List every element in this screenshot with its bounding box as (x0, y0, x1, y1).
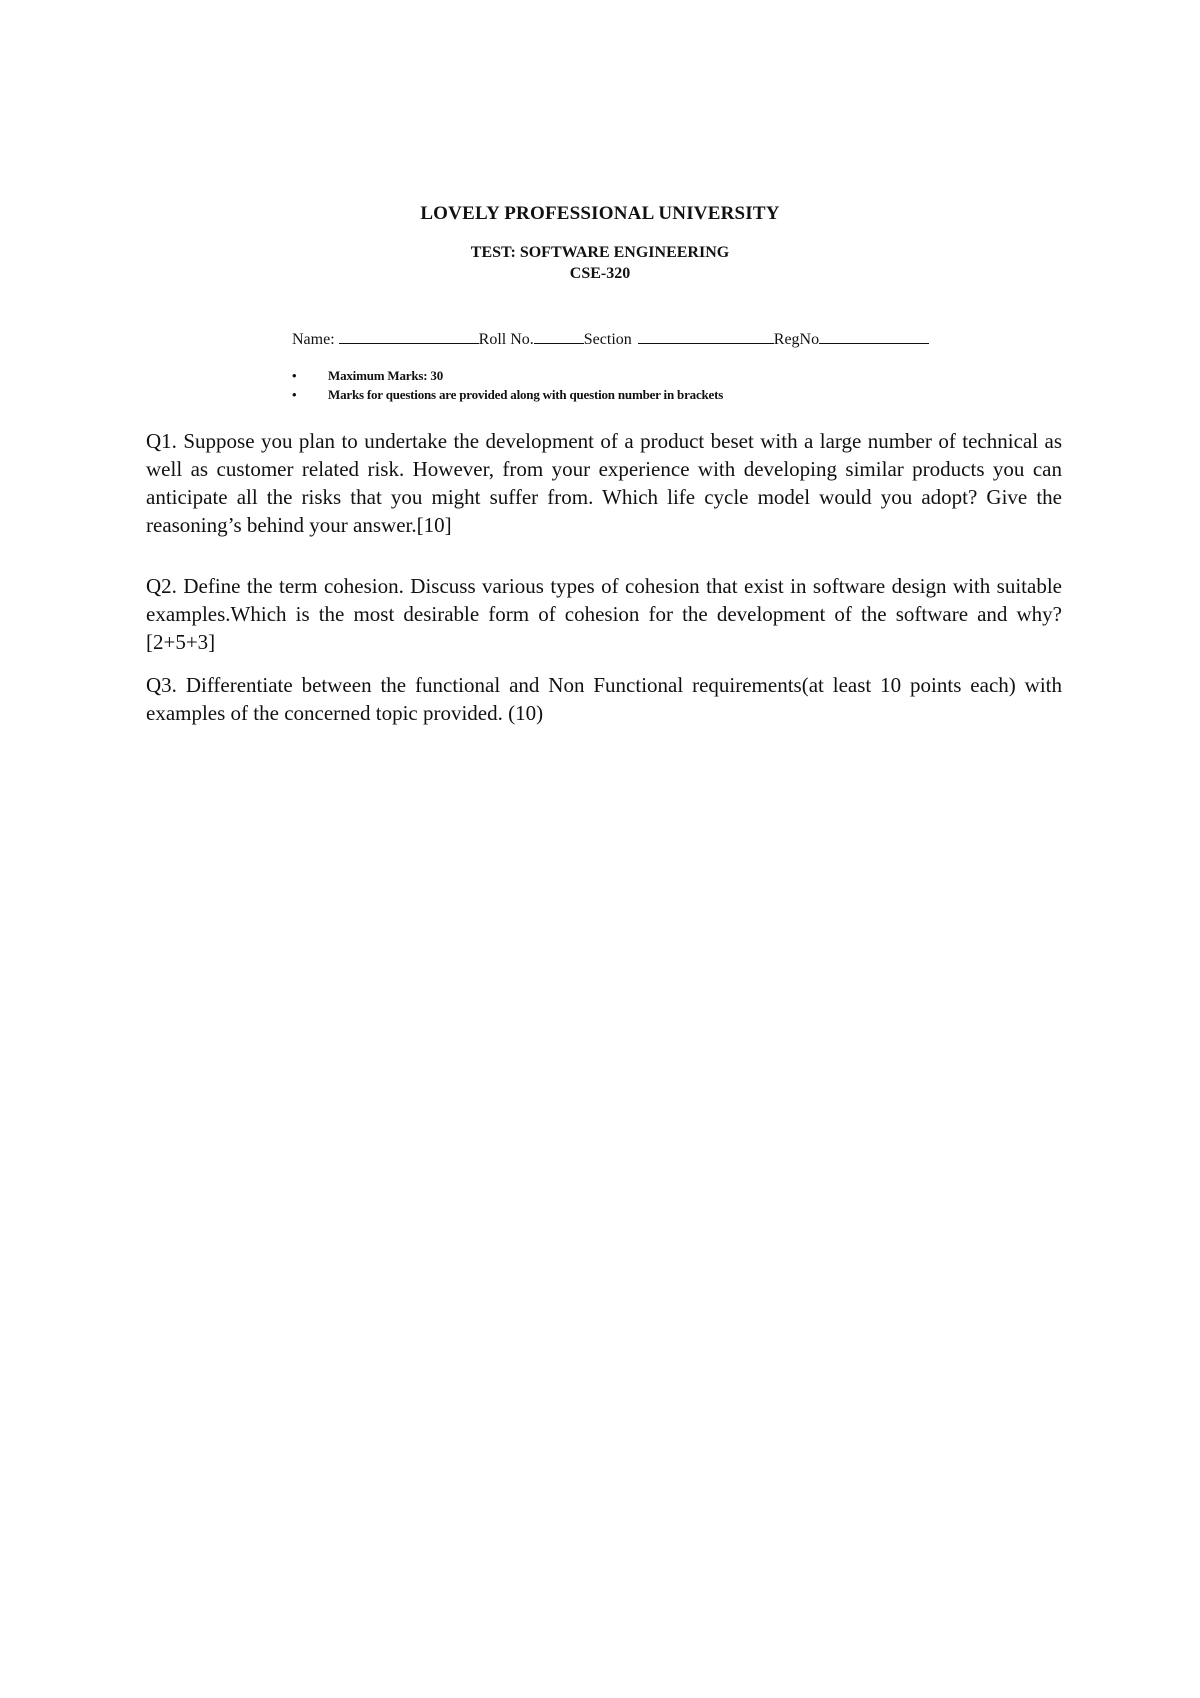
question-3: Q3. Differentiate between the functional and Non Functional requirements(at least 10 points each) with examples of the concerned topic provided. (10) (146, 673, 1062, 725)
question-2: Q2. Define the term cohesion. Discuss various types of cohesion that exist in software design with suitable examples.Which is the most desirable form of cohesion for the development of the software and why?[2+5+3] (146, 574, 1062, 654)
name-blank (339, 329, 479, 344)
instruction-item (292, 366, 723, 385)
reg-no-blank (819, 329, 929, 344)
section-label: Section (583, 331, 632, 348)
roll-no-label: Roll No. (478, 331, 534, 348)
section-blank (638, 329, 774, 344)
bullet-icon: • (292, 387, 297, 402)
instructions-list (292, 366, 723, 404)
test-title: TEST: SOFTWARE ENGINEERING (470, 244, 730, 261)
reg-no-label: RegNo (773, 331, 820, 348)
question-1: Q1. Suppose you plan to undertake the development of a product beset with a large number of technical as well as customer related risk. However, from your experience with developing similar products you can anticipate all the risks that you might suffer from. Which life cycle model would you adopt? Give the reasoning’s behind your answer.[10] (146, 429, 1062, 537)
instruction-text: Marks for questions are provided along with question number in brackets (328, 387, 724, 402)
course-code: CSE-320 (569, 265, 631, 282)
roll-no-blank (534, 329, 584, 344)
name-label: Name: (292, 331, 335, 348)
student-details-line (292, 329, 929, 349)
instruction-text: Maximum Marks: 30 (328, 368, 444, 383)
bullet-icon: • (292, 368, 297, 383)
university-name: LOVELY PROFESSIONAL UNIVERSITY (420, 203, 780, 224)
instruction-item (292, 385, 723, 404)
